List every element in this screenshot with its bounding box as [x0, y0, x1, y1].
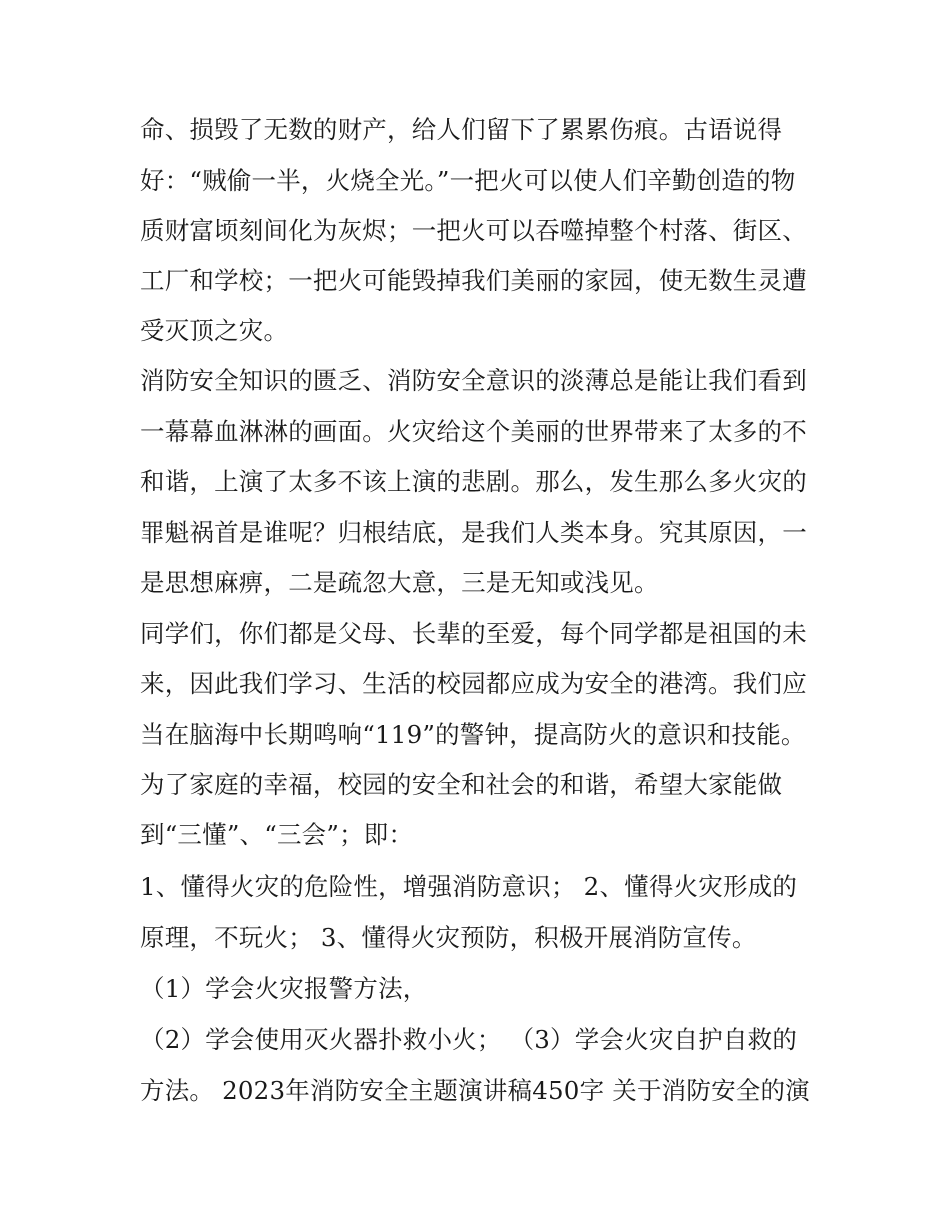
- text-line: 受灭顶之灾。: [140, 316, 289, 345]
- text-line: （1）学会火灾报警方法，: [140, 974, 428, 1003]
- text-line: （2）学会使用灭火器扑救小火； （3）学会火灾自护自救的: [140, 1025, 798, 1054]
- text-line: 来，因此我们学习、生活的校园都应成为安全的港湾。我们应: [140, 669, 807, 698]
- text-line: 一幕幕血淋淋的画面。火灾给这个美丽的世界带来了太多的不: [140, 417, 807, 446]
- text-line: 消防安全知识的匮乏、消防安全意识的淡薄总是能让我们看到: [140, 366, 807, 395]
- text-line: 方法。 2023年消防安全主题演讲稿450字 关于消防安全的演: [140, 1076, 810, 1105]
- text-line: 质财富顷刻间化为灰烬；一把火可以吞噬掉整个村落、街区、: [140, 216, 807, 245]
- text-line: 和谐，上演了太多不该上演的悲剧。那么，发生那么多火灾的: [140, 467, 807, 496]
- text-line: 原理，不玩火； 3、懂得火灾预防，积极开展消防宣传。: [140, 923, 757, 952]
- text-line: 好：“贼偷一半，火烧全光。”一把火可以使人们辛勤创造的物: [140, 166, 796, 195]
- text-line: 工厂和学校；一把火可能毁掉我们美丽的家园，使无数生灵遭: [140, 266, 807, 295]
- text-line: 当在脑海中长期鸣响“119”的警钟，提高防火的意识和技能。: [140, 720, 806, 749]
- text-line: 命、损毁了无数的财产，给人们留下了累累伤痕。古语说得: [140, 115, 783, 144]
- text-line: 1、懂得火灾的危险性，增强消防意识； 2、懂得火灾形成的: [140, 872, 798, 901]
- text-line: 罪魁祸首是谁呢？归根结底，是我们人类本身。究其原因，一: [140, 518, 807, 547]
- text-line: 是思想麻痹，二是疏忽大意，三是无知或浅见。: [140, 568, 659, 597]
- text-line: 到“三懂”、“三会”；即：: [140, 820, 414, 849]
- text-line: 为了家庭的幸福，校园的安全和社会的和谐，希望大家能做: [140, 770, 783, 799]
- text-line: 同学们，你们都是父母、长辈的至爱，每个同学都是祖国的未: [140, 619, 807, 648]
